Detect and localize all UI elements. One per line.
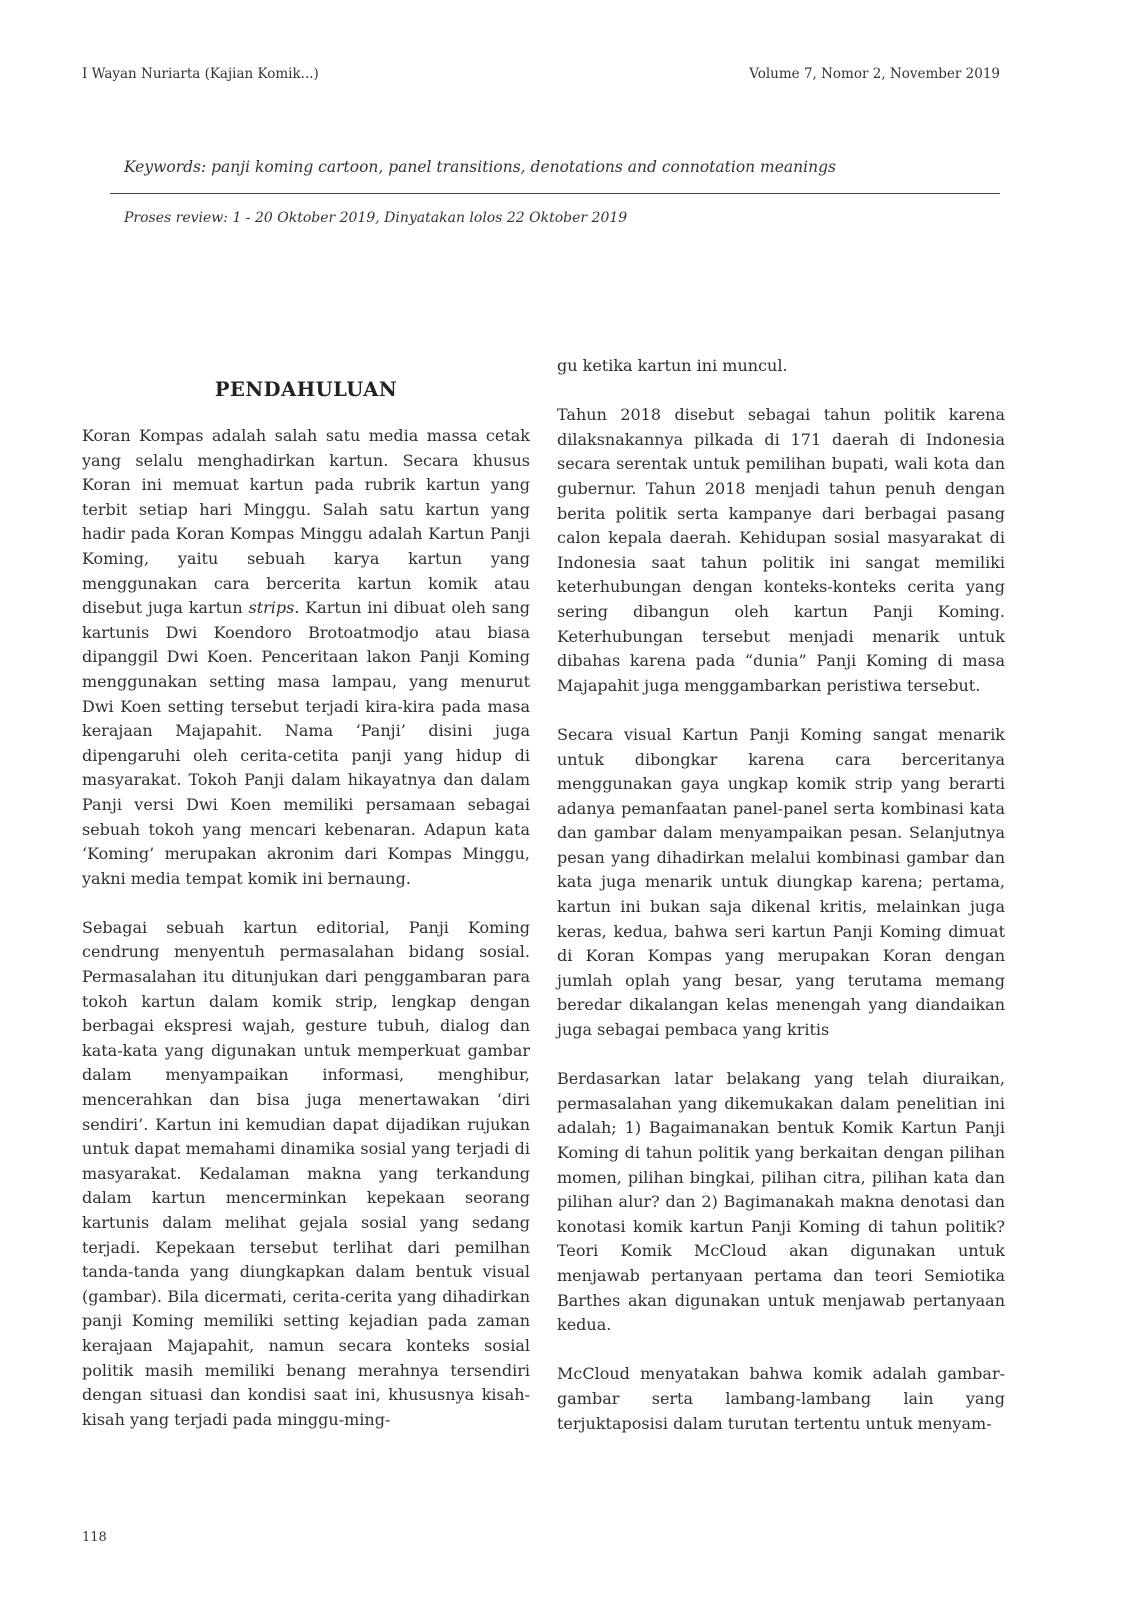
paragraph-text: Koran Kompas adalah salah satu media massa cetak yang selalu menghadirkan kartun. Secara khusus Koran ini memuat kartun pada rubrik kartun yang terbit setiap hari Minggu. Salah satu kartun yang hadir pada Koran Kompas Minggu adalah Kartun Panji Koming, yaitu sebuah karya kartun yang menggunakan cara bercerita kartun komik atau disebut juga kartun	[82, 426, 530, 618]
paragraph: Berdasarkan latar belakang yang telah diuraikan, permasalahan yang dikemukakan dalam penelitian ini adalah; 1) Bagaimanakan bentuk Komik Kartun Panji Koming di tahun politik yang berkaitan dengan pilihan momen, pilihan bingkai, pilihan citra, pilihan kata dan pilihan alur? dan 2) Bagimanakah makna denotasi dan konotasi komik kartun Panji Koming di tahun politik? Teori Komik McCloud akan digunakan untuk menjawab pertanyaan pertama dan teori Semiotika Barthes akan digunakan untuk menjawab pertanyaan kedua.	[557, 1069, 1005, 1335]
running-header-author: I Wayan Nuriarta (Kajian Komik...)	[82, 66, 319, 82]
right-column	[557, 354, 1005, 1461]
paragraph	[82, 424, 530, 891]
paragraph-text: . Kartun ini dibuat oleh sang kartunis Dwi Koendoro Brotoatmodjo atau biasa dipanggil Dwi Koen. Penceritaan lakon Panji Koming menggunakan setting masa lampau, yang menurut Dwi Koen setting tersebut terjadi kira-kira pada masa kerajaan Majapahit. Nama ‘Panji’ disini juga dipengaruhi oleh cerita-cetita panji yang hidup di masyarakat. Tokoh Panji dalam hikayatnya dan dalam Panji versi Dwi Koen memiliki persamaan sebagai sebuah tokoh yang mencari kebenaran. Adapun kata ‘Koming’ merupakan akronim dari Kompas Minggu, yakni media tempat komik ini bernaung.	[82, 598, 530, 888]
paragraph: Sebagai sebuah kartun editorial, Panji Koming cendrung menyentuh permasalahan bidang sosial. Permasalahan itu ditunjukan dari penggambaran para tokoh kartun dalam komik strip, lengkap dengan berbagai ekspresi wajah, gesture tubuh, dialog dan kata-kata yang digunakan untuk memperkuat gambar dalam menyampaikan informasi, menghibur, mencerahkan dan bisa juga menertawakan ‘diri sendiri’. Kartun ini kemudian dapat dijadikan rujukan untuk dapat memahami dinamika sosial yang terjadi di masyarakat. Kedalaman makna yang terkandung dalam kartun mencerminkan kepekaan seorang kartunis dalam melihat gejala sosial yang sedang terjadi. Kepekaan tersebut terlihat dari pemilhan tanda-tanda yang diungkapkan dalam bentuk visual (gambar). Bila dicermati, cerita-cerita yang dihadirkan panji Koming memiliki setting kejadian pada zaman kerajaan Majapahit, namun secara konteks sosial politik masih memiliki benang merahnya tersendiri dengan situasi dan kondisi saat ini, khususnya kisah-kisah yang terjadi pada minggu-ming-	[82, 917, 530, 1429]
review-info: Proses review: 1 - 20 Oktober 2019, Dinyatakan lolos 22 Oktober 2019	[124, 210, 628, 226]
italic-term: strips	[248, 598, 295, 618]
running-header	[82, 66, 1000, 82]
divider-rule	[110, 193, 1000, 194]
left-column	[82, 424, 530, 1457]
running-header-volume: Volume 7, Nomor 2, November 2019	[749, 66, 1000, 82]
keywords: Keywords: panji koming cartoon, panel transitions, denotations and connotation meanings	[124, 158, 836, 176]
page-number: 118	[82, 1530, 107, 1545]
paragraph: gu ketika kartun ini muncul.	[557, 356, 788, 375]
paragraph: McCloud menyatakan bahwa komik adalah gambar-gambar serta lambang-lambang lain yang terjuktaposisi dalam turutan tertentu untuk menyam-	[557, 1364, 1005, 1433]
section-title: PENDAHULUAN	[214, 378, 398, 401]
paragraph: Tahun 2018 disebut sebagai tahun politik karena dilaksnakannya pilkada di 171 daerah di Indonesia secara serentak untuk pemilihan bupati, wali kota dan gubernur. Tahun 2018 menjadi tahun penuh dengan berita politik serta kampanye dari berbagai pasang calon kepala daerah. Kehidupan sosial masyarakat di Indonesia saat tahun politik ini sangat memiliki keterhubungan dengan konteks-konteks cerita yang sering dibangun oleh kartun Panji Koming. Keterhubungan tersebut menjadi menarik untuk dibahas karena pada “dunia” Panji Koming di masa Majapahit juga menggambarkan peristiwa tersebut.	[557, 405, 1005, 695]
paragraph: Secara visual Kartun Panji Koming sangat menarik untuk dibongkar karena cara berceritanya menggunakan gaya ungkap komik strip yang berarti adanya pemanfaatan panel-panel serta kombinasi kata dan gambar dalam menyampaikan pesan. Selanjutnya pesan yang dihadirkan melalui kombinasi gambar dan kata juga menarik untuk diungkap karena; pertama, kartun ini bukan saja dikenal kritis, melainkan juga keras, kedua, bahwa seri kartun Panji Koming dimuat di Koran Kompas yang merupakan Koran dengan jumlah oplah yang besar, yang terutama memang beredar dikalangan kelas menengah yang diandaikan juga sebagai pembaca yang kritis	[557, 724, 1005, 1040]
